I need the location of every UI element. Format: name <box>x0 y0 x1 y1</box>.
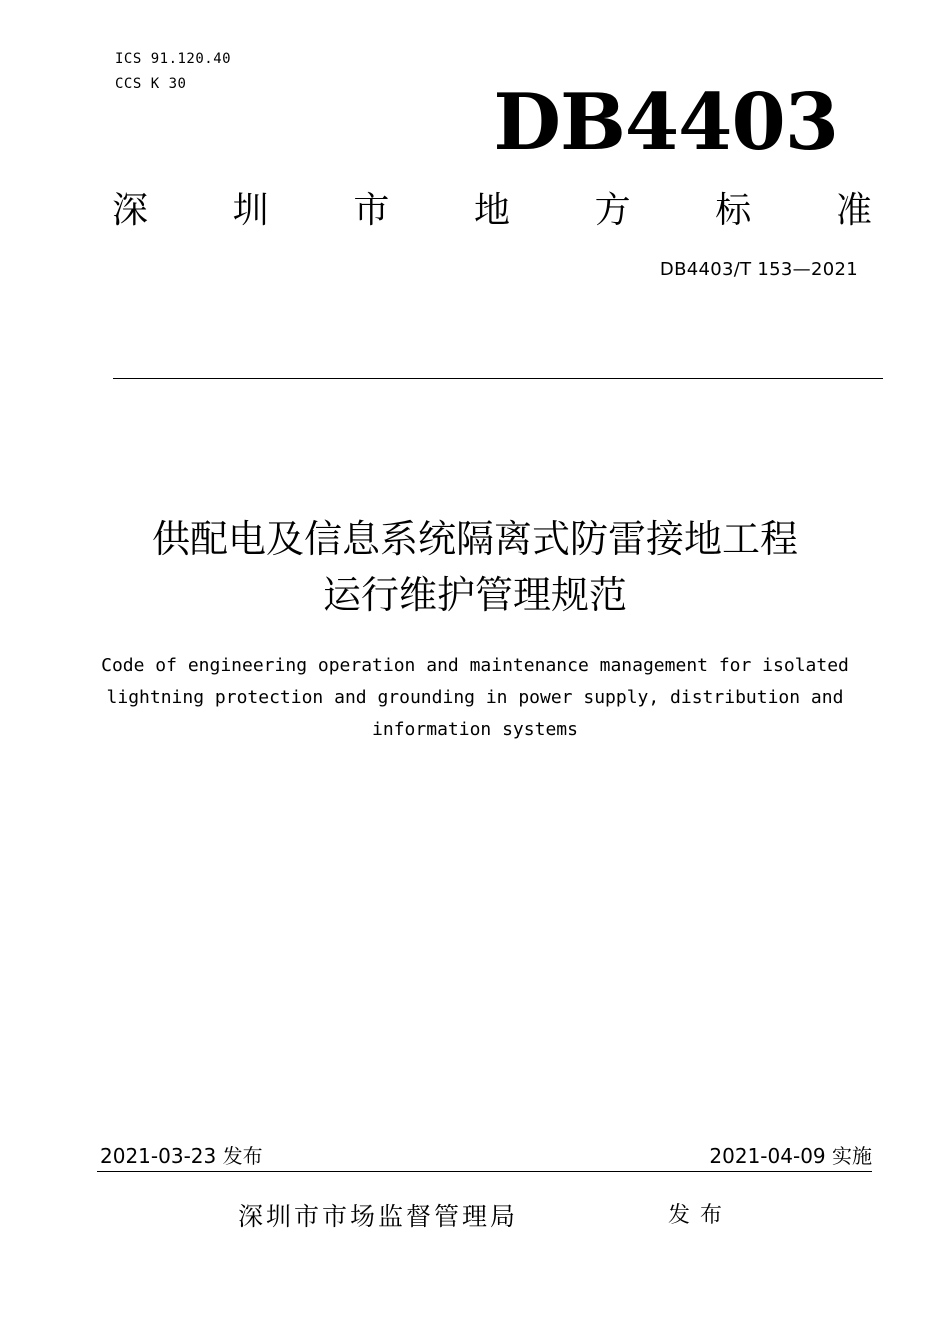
ccs-code: CCS K 30 <box>115 76 187 92</box>
standard-type-heading <box>112 186 872 236</box>
title-chinese-line-1: 供配电及信息系统隔离式防雷接地工程 <box>151 517 798 561</box>
standard-type-char: 地 <box>473 190 510 231</box>
standard-type-char: 标 <box>715 190 752 231</box>
issuing-authority: 深圳市市场监督管理局 <box>238 1202 519 1231</box>
title-english: Code of engineering operation and maintenance management for isolated lightning protection and grounding in power supply, distribution and information systems <box>101 655 849 740</box>
footer-divider <box>97 1171 872 1172</box>
header-divider <box>113 378 883 379</box>
standard-type-char: 准 <box>835 190 872 231</box>
standard-type-char: 圳 <box>232 190 269 231</box>
standard-type-char: 方 <box>594 190 631 231</box>
issuing-action: 发布 <box>668 1203 733 1228</box>
ics-code: ICS 91.120.40 <box>115 51 232 67</box>
implementation-date: 2021-04-09 实施 <box>709 1144 872 1168</box>
standard-type-char: 深 <box>112 190 149 231</box>
standard-number: DB4403/T 153—2021 <box>659 259 858 280</box>
standard-type-char: 市 <box>353 190 390 231</box>
title-chinese-line-2: 运行维护管理规范 <box>322 573 627 617</box>
standard-code-logo: DB4403 <box>493 77 838 168</box>
issue-date: 2021-03-23 发布 <box>100 1144 263 1168</box>
